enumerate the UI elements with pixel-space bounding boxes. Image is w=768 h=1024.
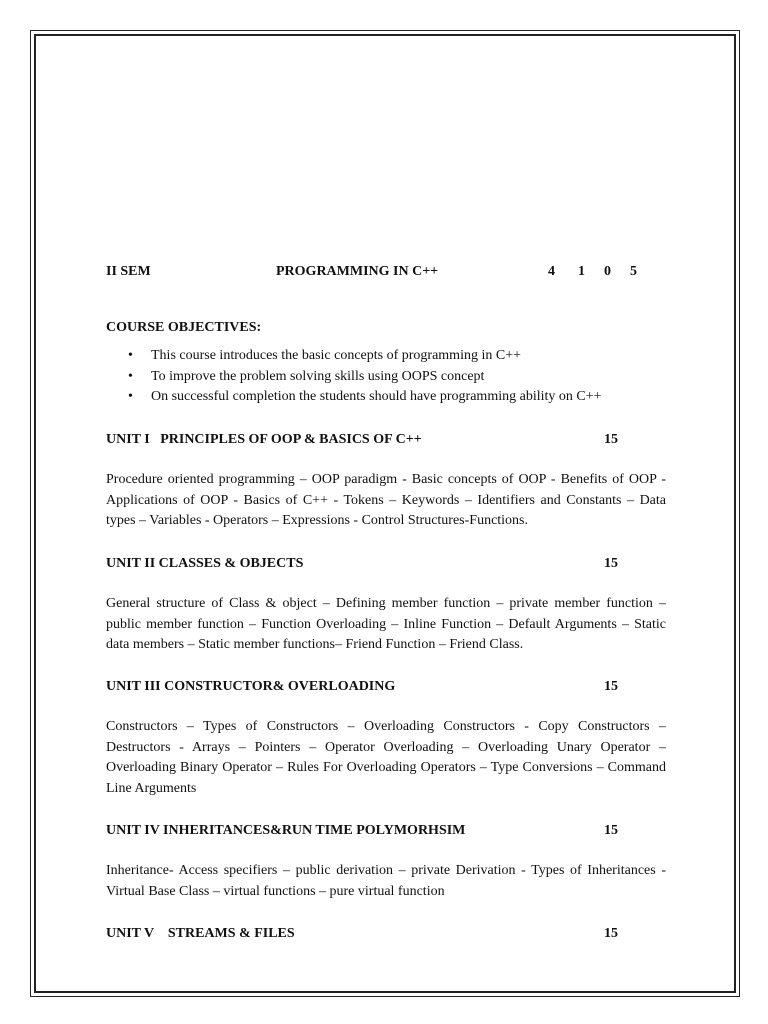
unit-2-hours: 15 — [604, 556, 618, 571]
bullet-icon: • — [128, 389, 133, 404]
unit-1-heading — [106, 431, 666, 448]
unit-2-title: UNIT II CLASSES & OBJECTS — [106, 556, 304, 571]
unit-4-title: UNIT IV INHERITANCES&RUN TIME POLYMORHSIM — [106, 823, 466, 838]
unit-3-content: Constructors – Types of Constructors – Overloading Constructors - Copy Constructors – Destructors - Arrays – Pointers – Operator Overloading – Overloading Unary Operator – Overloading Binary Operator – Rules For Overloading Operators – Type Conversions – Command Line Arguments — [106, 719, 666, 796]
unit-1-hours: 15 — [604, 432, 618, 447]
unit-5-heading — [106, 925, 666, 942]
semester-label: II SEM — [106, 264, 151, 279]
bullet-icon: • — [128, 348, 133, 363]
unit-2-heading — [106, 555, 666, 572]
objectives-list — [128, 346, 602, 408]
unit-2-content: General structure of Class & object – Defining member function – private member function – public member function – Function Overloading – Inline Function – Default Arguments – Static data members – Static member functions– Friend Function – Friend Class. — [106, 596, 666, 652]
credit-lecture: 4 — [548, 264, 555, 279]
objective-item: • On successful completion the students should have programming ability on C++ — [128, 387, 602, 408]
credit-practical: 0 — [604, 264, 611, 279]
unit-5-hours: 15 — [604, 926, 618, 941]
bullet-icon: • — [128, 368, 133, 384]
unit-4-heading — [106, 822, 666, 839]
objectives-heading: COURSE OBJECTIVES: — [106, 320, 262, 335]
unit-5-title: UNIT V STREAMS & FILES — [106, 926, 295, 941]
unit-4-content: Inheritance- Access specifiers – public derivation – private Derivation - Types of Inheritances -Virtual Base Class – virtual functions – pure virtual function — [106, 863, 666, 899]
unit-1-content: Procedure oriented programming – OOP paradigm - Basic concepts of OOP - Benefits of OOP -Applications of OOP - Basics of C++ - Tokens – Keywords – Identifiers and Constants – Data types – Variables - Operators – Expressions - Control Structures-Functions. — [106, 472, 666, 528]
unit-1-title: UNIT I PRINCIPLES OF OOP & BASICS OF C++ — [106, 432, 422, 447]
unit-3-hours: 15 — [604, 679, 618, 694]
credit-tutorial: 1 — [578, 264, 585, 279]
unit-3-title: UNIT III CONSTRUCTOR& OVERLOADING — [106, 679, 396, 694]
objective-item: • This course introduces the basic concepts of programming in C++ — [128, 346, 602, 367]
unit-4-hours: 15 — [604, 823, 618, 838]
unit-3-heading — [106, 678, 666, 695]
course-title: PROGRAMMING IN C++ — [276, 264, 439, 279]
objective-item: • To improve the problem solving skills using OOPS concept — [128, 367, 602, 388]
credit-total: 5 — [630, 264, 637, 279]
